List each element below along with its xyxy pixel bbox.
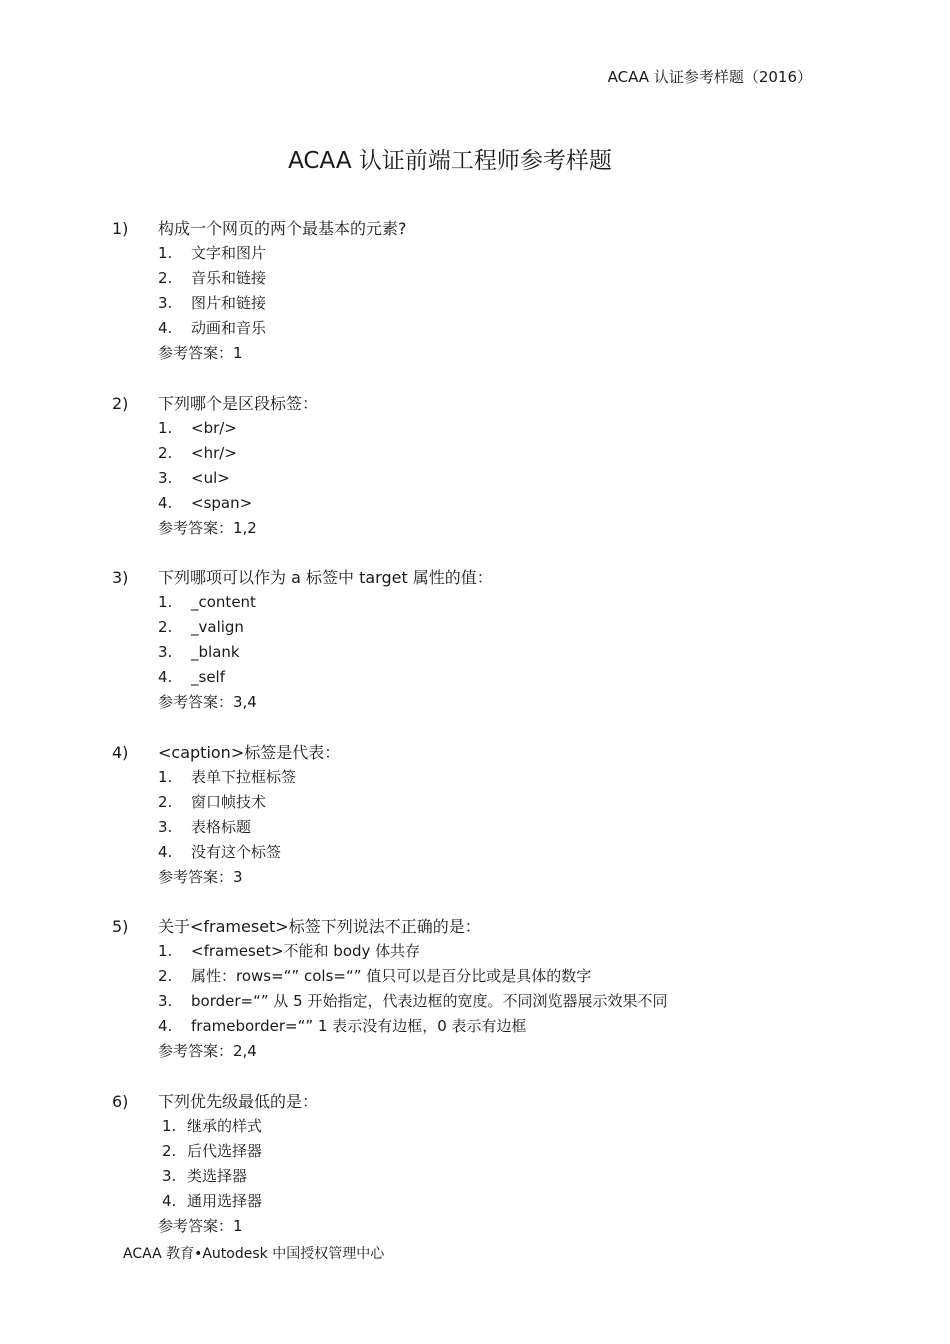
question-list	[0, 216, 950, 1263]
option-item	[0, 266, 950, 291]
question-line	[0, 740, 950, 765]
footer-text: ACAA 教育•Autodesk 中国授权管理中心	[123, 1246, 385, 1262]
option-number: 4.	[158, 1017, 173, 1035]
option-item	[0, 964, 950, 989]
option-item	[0, 790, 950, 815]
option-item	[0, 665, 950, 690]
question-text: 关于<frameset>标签下列说法不正确的是：	[158, 917, 481, 936]
option-item	[0, 1164, 950, 1189]
option-item	[0, 416, 950, 441]
answer-text: 参考答案：3	[158, 867, 243, 886]
option-text: <ul>	[191, 468, 230, 487]
question-line	[0, 565, 950, 590]
option-item	[0, 765, 950, 790]
option-number: 1.	[158, 767, 173, 786]
option-number: 1.	[162, 1116, 177, 1135]
option-item	[0, 316, 950, 341]
option-text: 没有这个标签	[191, 842, 282, 861]
question-line	[0, 391, 950, 416]
option-text: 后代选择器	[187, 1141, 263, 1160]
option-item	[0, 1014, 950, 1039]
question-text: 下列哪项可以作为 a 标签中 target 属性的值：	[158, 568, 493, 587]
option-text: <br/>	[191, 418, 237, 437]
question-line	[0, 216, 950, 241]
option-text: 类选择器	[187, 1166, 248, 1185]
option-text: _blank	[191, 643, 240, 661]
question-number: 3)	[112, 568, 129, 587]
option-item	[0, 815, 950, 840]
question-5	[0, 914, 950, 1089]
option-text: <hr/>	[191, 443, 237, 462]
question-4	[0, 740, 950, 915]
answer-line	[0, 516, 950, 541]
option-number: 3.	[158, 468, 173, 487]
question-number: 2)	[112, 393, 129, 413]
option-number: 4.	[158, 319, 173, 337]
option-number: 4.	[162, 1191, 177, 1210]
option-item	[0, 441, 950, 466]
option-text: 继承的样式	[187, 1116, 263, 1135]
option-text: 通用选择器	[187, 1191, 263, 1210]
option-number: 2.	[158, 443, 173, 462]
option-number: 1.	[158, 942, 173, 960]
answer-text: 参考答案：1	[158, 344, 243, 362]
option-item	[0, 615, 950, 640]
option-item	[0, 1189, 950, 1214]
option-number: 1.	[158, 418, 173, 437]
question-3	[0, 565, 950, 740]
answer-line	[0, 1039, 950, 1064]
header-text: ACAA 认证参考样题（2016）	[607, 68, 812, 86]
option-number: 4.	[158, 668, 173, 686]
option-text: frameborder=“” 1 表示没有边框，0 表示有边框	[191, 1017, 527, 1035]
option-text: 音乐和链接	[191, 269, 267, 287]
option-number: 2.	[162, 1141, 177, 1160]
page-header	[608, 66, 812, 87]
option-number: 1.	[158, 244, 173, 262]
question-number: 5)	[112, 917, 129, 936]
option-item	[0, 1114, 950, 1139]
option-item	[0, 590, 950, 615]
option-number: 4.	[158, 493, 173, 512]
option-item	[0, 939, 950, 964]
option-item	[0, 491, 950, 516]
option-item	[0, 291, 950, 316]
answer-line	[0, 865, 950, 890]
option-text: _self	[191, 668, 225, 686]
option-item	[0, 840, 950, 865]
option-text: _content	[191, 593, 256, 611]
option-item	[0, 640, 950, 665]
option-number: 2.	[158, 269, 173, 287]
question-2	[0, 391, 950, 566]
option-text: <frameset>不能和 body 体共存	[191, 942, 421, 960]
option-number: 3.	[162, 1166, 177, 1185]
answer-text: 参考答案：2,4	[158, 1042, 257, 1060]
option-text: <span>	[191, 493, 253, 512]
answer-text: 参考答案：1	[158, 1216, 243, 1235]
answer-line	[0, 1214, 950, 1239]
option-number: 2.	[158, 618, 173, 636]
page-title: ACAA 认证前端工程师参考样题	[288, 148, 612, 174]
option-number: 1.	[158, 593, 173, 611]
question-number: 6)	[112, 1091, 129, 1111]
option-number: 3.	[158, 643, 173, 661]
option-text: 属性：rows=“” cols=“” 值只可以是百分比或是具体的数字	[191, 967, 592, 985]
question-line	[0, 1089, 950, 1114]
question-text: <caption>标签是代表：	[158, 742, 341, 762]
option-text: _valign	[191, 618, 244, 636]
question-text: 下列哪个是区段标签：	[158, 393, 319, 413]
question-1	[0, 216, 950, 391]
option-number: 3.	[158, 294, 173, 312]
question-text: 下列优先级最低的是：	[158, 1091, 319, 1111]
question-number: 1)	[112, 219, 129, 238]
option-text: 表单下拉框标签	[191, 767, 297, 786]
option-text: 动画和音乐	[191, 319, 267, 337]
answer-text: 参考答案：1,2	[158, 518, 257, 537]
answer-text: 参考答案：3,4	[158, 693, 257, 711]
option-text: 窗口帧技术	[191, 792, 267, 811]
answer-line	[0, 690, 950, 715]
option-text: 图片和链接	[191, 294, 267, 312]
option-text: border=“” 从 5 开始指定，代表边框的宽度。不同浏览器展示效果不同	[191, 992, 668, 1010]
option-number: 2.	[158, 792, 173, 811]
option-text: 文字和图片	[191, 244, 267, 262]
question-6	[0, 1089, 950, 1264]
option-number: 3.	[158, 817, 173, 836]
option-item	[0, 989, 950, 1014]
question-number: 4)	[112, 742, 129, 762]
answer-line	[0, 341, 950, 366]
option-item	[0, 1139, 950, 1164]
question-line	[0, 914, 950, 939]
option-text: 表格标题	[191, 817, 252, 836]
option-number: 4.	[158, 842, 173, 861]
option-number: 2.	[158, 967, 173, 985]
option-item	[0, 241, 950, 266]
question-text: 构成一个网页的两个最基本的元素?	[158, 219, 407, 238]
option-item	[0, 466, 950, 491]
option-number: 3.	[158, 992, 173, 1010]
page-footer	[123, 1243, 384, 1263]
